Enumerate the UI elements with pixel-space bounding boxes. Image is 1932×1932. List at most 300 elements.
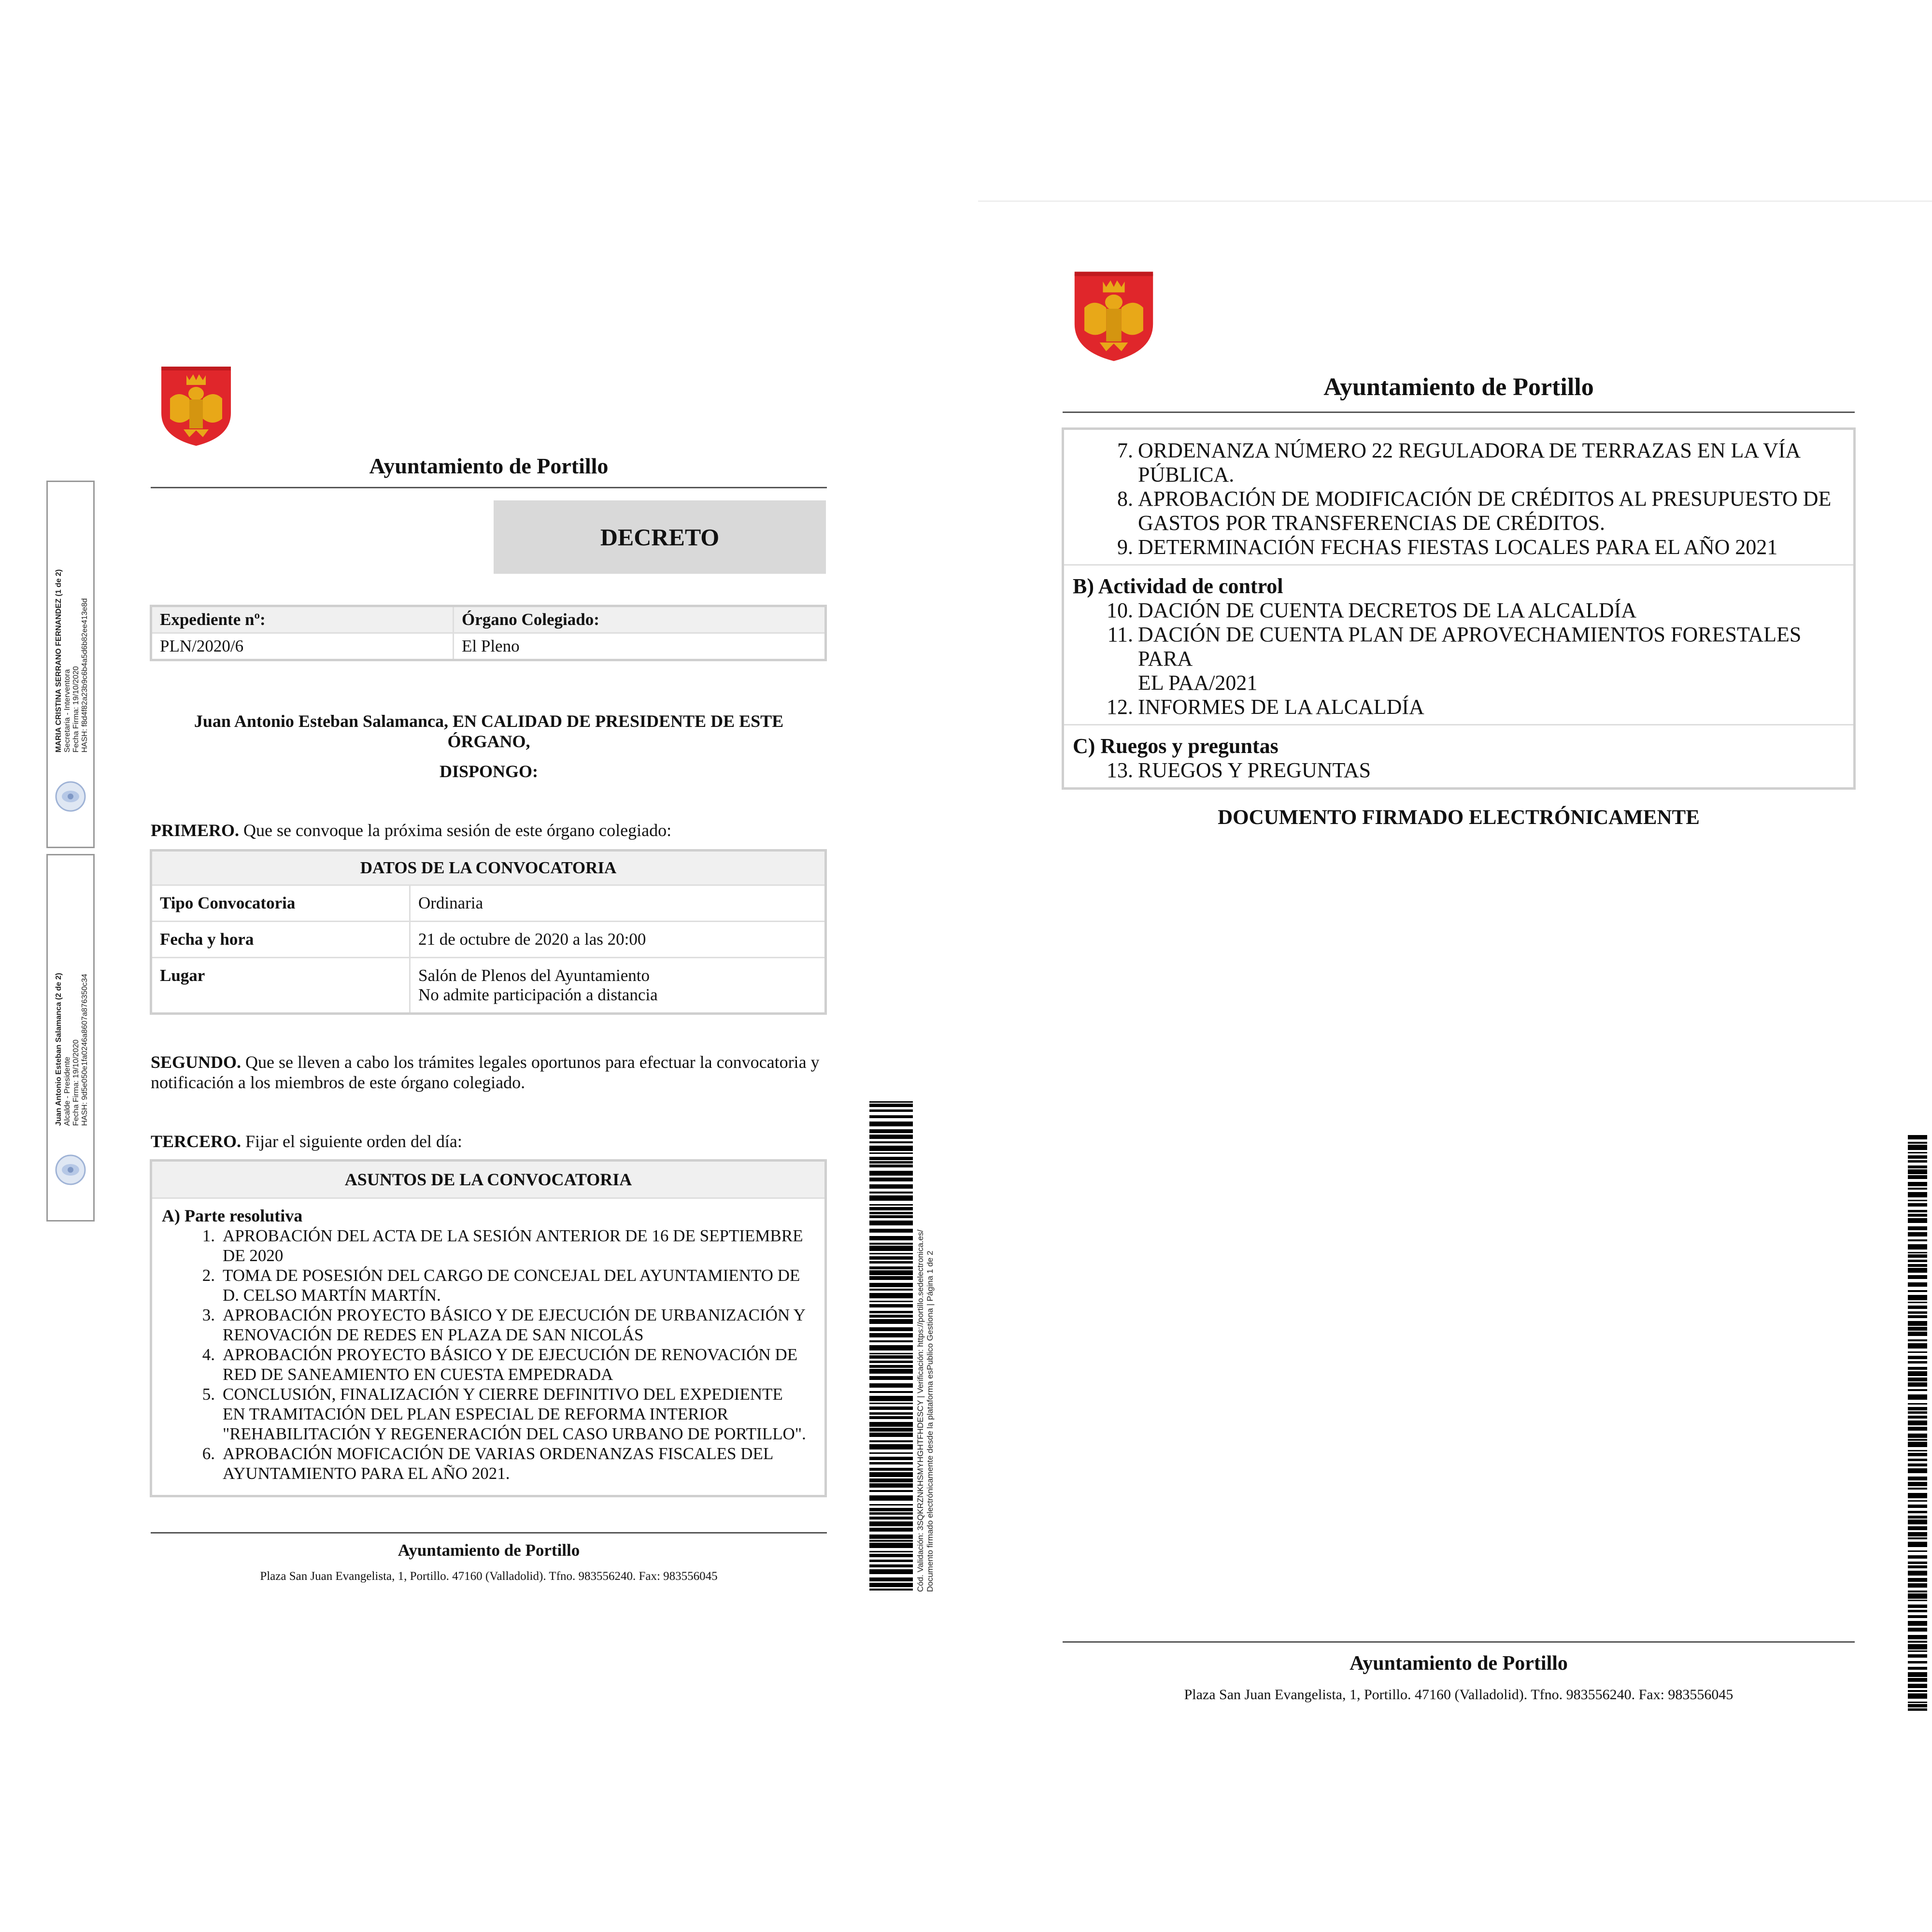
barcode-bar [1908, 1416, 1927, 1419]
barcode-bar [1908, 1218, 1927, 1223]
barcode-bar [1908, 1635, 1927, 1639]
barcode-bar [1908, 1690, 1927, 1692]
barcode-bar [869, 1195, 913, 1201]
barcode-bar [869, 1521, 913, 1526]
presidente-statement [151, 711, 827, 752]
barcode-bar [869, 1129, 913, 1133]
organization-title: Ayuntamiento de Portillo [1323, 373, 1594, 401]
tipo-value: Ordinaria [410, 885, 826, 922]
barcode-bar [1908, 1371, 1927, 1376]
barcode-bar [869, 1135, 913, 1139]
barcode-bar [1908, 1311, 1927, 1314]
barcode-bar [869, 1253, 913, 1254]
barcode-bar [1908, 1434, 1927, 1438]
agenda-item-line: APROBACIÓN DEL ACTA DE LA SESIÓN ANTERIOR DE 16 DE SEPTIEMBRE [223, 1226, 803, 1245]
agenda-item [1064, 758, 1853, 782]
barcode-bar [869, 1243, 913, 1245]
barcode-bar [1908, 1542, 1927, 1547]
barcode-bar [1908, 1571, 1927, 1576]
agenda-item-line: PÚBLICA. [1138, 463, 1235, 486]
signature-2-hash: HASH: 9d5e050e1fa0246a8607a876350c34 [81, 974, 89, 1126]
signature-2-text [55, 973, 89, 1126]
verification-barcode [869, 1101, 913, 1594]
barcode-bar [1908, 1332, 1927, 1336]
barcode-bar [869, 1171, 913, 1176]
barcode-bar [869, 1416, 913, 1419]
barcode-bar [869, 1315, 913, 1318]
barcode-bar [1908, 1165, 1927, 1168]
barcode-bar [1908, 1382, 1927, 1387]
primero-label: PRIMERO. [151, 821, 239, 840]
barcode-bar [1908, 1667, 1927, 1670]
barcode-bar [1908, 1403, 1927, 1405]
barcode-bar [1908, 1135, 1927, 1139]
barcode-bar [1908, 1477, 1927, 1480]
barcode-bar [1908, 1327, 1927, 1331]
organization-title: Ayuntamiento de Portillo [369, 454, 609, 478]
barcode-bar [1908, 1591, 1927, 1592]
barcode-bar [869, 1178, 913, 1181]
barcode-bar [869, 1236, 913, 1240]
barcode-bar [869, 1293, 913, 1298]
barcode-bar [1908, 1315, 1927, 1318]
header-rule [151, 487, 827, 488]
barcode-bar [1908, 1459, 1927, 1461]
agenda-item-line: EL PAA/2021 [1138, 671, 1258, 695]
barcode-bar [869, 1327, 913, 1331]
barcode-bar [1908, 1532, 1927, 1536]
coat-of-arms-logo [159, 365, 233, 448]
barcode-bar [1908, 1493, 1927, 1498]
barcode-bar [1908, 1321, 1927, 1326]
agenda-item-text [1138, 535, 1853, 559]
barcode-bar [1908, 1427, 1927, 1431]
agenda-item [1064, 535, 1853, 559]
agenda-item [1064, 695, 1853, 719]
barcode-bar [869, 1157, 913, 1160]
primero-paragraph [151, 820, 827, 840]
barcode-bar [1908, 1453, 1927, 1456]
barcode-bar [869, 1478, 913, 1482]
barcode-bar [869, 1122, 913, 1126]
footer-address: Plaza San Juan Evangelista, 1, Portillo. 47160 (Valladolid). Tfno. 983556240. Fax: 983556045 [1184, 1687, 1733, 1703]
barcode-bar [869, 1569, 913, 1574]
barcode-bar [869, 1345, 913, 1350]
agenda-item-number: 7. [1117, 439, 1133, 462]
barcode-bar [1908, 1593, 1927, 1599]
agenda-item-number: 13. [1107, 758, 1133, 782]
agenda-item-text [1138, 695, 1853, 719]
barcode-bar [869, 1440, 913, 1442]
signature-stamp-2 [46, 854, 95, 1222]
barcode-bar [869, 1221, 913, 1225]
barcode-bar [1908, 1142, 1927, 1144]
barcode-bar [869, 1215, 913, 1218]
agenda-item [152, 1226, 824, 1265]
barcode-bar [1908, 1306, 1927, 1309]
barcode-bar [1908, 1482, 1927, 1486]
agenda-item-text [223, 1226, 824, 1265]
signature-1-role: Secretaria - Interventora [63, 669, 71, 753]
expediente-value: PLN/2020/6 [151, 633, 454, 660]
agenda-item [152, 1384, 824, 1444]
agenda-item-text [223, 1345, 824, 1384]
verification-line-2: Documento firmado electrónicamente desde la plataforma esPublico Gestiona | Página 1 de 2 [925, 1250, 935, 1592]
primero-text: Que se convoque la próxima sesión de este órgano colegiado: [239, 821, 672, 840]
barcode-bar [869, 1468, 913, 1471]
barcode-bar [1908, 1628, 1927, 1632]
barcode-bar [1908, 1450, 1927, 1451]
agenda-item-line: "REHABILITACIÓN Y REGENERACIÓN DEL CASO URBANO DE PORTILLO". [223, 1424, 806, 1443]
items-a-list [1064, 439, 1853, 559]
barcode-bar [869, 1543, 913, 1548]
barcode-bar [1908, 1239, 1927, 1241]
agenda-item [1064, 487, 1853, 535]
barcode-bar [1908, 1468, 1927, 1473]
agenda-item-line: D. CELSO MARTÍN MARTÍN. [223, 1286, 441, 1305]
barcode-bar [1908, 1145, 1927, 1150]
barcode-bar [869, 1403, 913, 1404]
barcode-bar [869, 1495, 913, 1501]
barcode-bar [869, 1528, 913, 1532]
barcode-bar [869, 1433, 913, 1437]
lugar-label: Lugar [151, 958, 410, 1014]
barcode-bar [1908, 1555, 1927, 1559]
document-type-banner: DECRETO [494, 500, 826, 574]
organo-value: El Pleno [454, 633, 826, 660]
barcode-bar [1908, 1641, 1927, 1643]
coat-of-arms-logo [1070, 270, 1158, 363]
barcode-bar [1908, 1678, 1927, 1682]
agenda-item-line: ORDENANZA NÚMERO 22 REGULADORA DE TERRAZAS EN LA VÍA [1138, 439, 1801, 462]
barcode-bar [869, 1406, 913, 1410]
lugar-value-1: Salón de Plenos del Ayuntamiento [418, 966, 650, 985]
signature-1-hash: HASH: f8d4f82a23b9c6b4a5d6b82ee413e8d [81, 598, 89, 753]
agenda-item-number: 12. [1107, 695, 1133, 719]
barcode-bar [869, 1304, 913, 1307]
barcode-bar [869, 1376, 913, 1380]
signature-1-date: Fecha Firma: 19/10/2020 [72, 666, 80, 753]
barcode-bar [1908, 1488, 1927, 1490]
barcode-bar [1908, 1356, 1927, 1359]
segundo-label: SEGUNDO. [151, 1052, 242, 1072]
datos-convocatoria-table [150, 849, 827, 1015]
signature-1-text [55, 569, 89, 753]
barcode-bar [1908, 1708, 1927, 1711]
tercero-text: Fijar el siguiente orden del día: [241, 1132, 462, 1151]
barcode-bar [1908, 1511, 1927, 1513]
barcode-bar [1908, 1260, 1927, 1262]
barcode-bar [1908, 1442, 1927, 1447]
agenda-item [152, 1265, 824, 1305]
signature-2-name: Juan Antonio Esteban Salamanca (2 de 2) [55, 973, 63, 1126]
barcode-bar [1908, 1169, 1927, 1174]
barcode-bar [1908, 1188, 1927, 1190]
barcode-bar [869, 1383, 913, 1388]
agenda-item-text [1138, 623, 1853, 695]
agenda-item-line: APROBACIÓN PROYECTO BÁSICO Y DE EJECUCIÓN DE RENOVACIÓN DE [223, 1345, 798, 1364]
barcode-bar [869, 1369, 913, 1374]
barcode-bar [869, 1311, 913, 1313]
barcode-bar [1908, 1565, 1927, 1568]
agenda-item-line: APROBACIÓN PROYECTO BÁSICO Y DE EJECUCIÓN DE URBANIZACIÓN Y [223, 1306, 806, 1324]
section-b-heading: B) Actividad de control [1073, 574, 1283, 598]
barcode-bar [869, 1207, 913, 1210]
barcode-bar [1908, 1644, 1927, 1649]
agenda-item-line: APROBACIÓN DE MODIFICACIÓN DE CRÉDITOS AL PRESUPUESTO DE [1138, 487, 1832, 511]
section-a-continued [1064, 430, 1853, 566]
barcode-bar [1908, 1672, 1927, 1677]
barcode-bar [1908, 1282, 1927, 1287]
barcode-bar [1908, 1226, 1927, 1230]
barcode-bar [869, 1152, 913, 1154]
barcode-bar [1908, 1621, 1927, 1626]
barcode-bar [1908, 1562, 1927, 1564]
segundo-paragraph [151, 1052, 827, 1093]
barcode-bar [869, 1319, 913, 1324]
barcode-bar [869, 1560, 913, 1562]
barcode-bar [869, 1261, 913, 1264]
items-c-list [1064, 758, 1853, 782]
barcode-bar [1908, 1526, 1927, 1530]
barcode-bar [1908, 1302, 1927, 1303]
barcode-bar [869, 1353, 913, 1354]
barcode-bar [869, 1340, 913, 1342]
barcode-bar [869, 1391, 913, 1393]
barcode-bar [869, 1283, 913, 1287]
barcode-bar [869, 1508, 913, 1511]
expediente-table [150, 605, 827, 661]
agenda-item-number: 5. [202, 1385, 215, 1404]
barcode-bar [869, 1512, 913, 1515]
organo-label: Órgano Colegiado: [454, 606, 826, 633]
barcode-bar [869, 1452, 913, 1454]
barcode-bar [869, 1192, 913, 1193]
barcode-bar [869, 1490, 913, 1492]
agenda-item [1064, 598, 1853, 623]
agenda-item-line: TOMA DE POSESIÓN DEL CARGO DE CONCEJAL DEL AYUNTAMIENTO DE [223, 1266, 800, 1285]
agenda-item-text [223, 1384, 824, 1444]
agenda-item-number: 6. [202, 1444, 215, 1463]
agenda-item-number: 2. [202, 1266, 215, 1285]
barcode-bar [869, 1504, 913, 1506]
barcode-bar [869, 1141, 913, 1143]
barcode-bar [1908, 1421, 1927, 1425]
agenda-item-number: 3. [202, 1306, 215, 1324]
header-rule [1063, 412, 1855, 413]
barcode-bar [869, 1256, 913, 1260]
presidente-line-2: ÓRGANO, [447, 732, 530, 751]
barcode-bar [869, 1483, 913, 1488]
presidente-line-1: Juan Antonio Esteban Salamanca, EN CALIDAD DE PRESIDENTE DE ESTE [194, 711, 784, 731]
barcode-bar [1908, 1155, 1927, 1159]
agenda-item [1064, 623, 1853, 695]
agenda-item-text [1138, 487, 1853, 535]
dispongo-heading: DISPONGO: [439, 762, 538, 781]
agenda-item-number: 1. [202, 1226, 215, 1245]
barcode-bar [869, 1444, 913, 1449]
barcode-bar [869, 1276, 913, 1280]
items-b-list [1064, 598, 1853, 719]
agenda-item-line: RED DE SANEAMIENTO EN CUESTA EMPEDRADA [223, 1365, 613, 1384]
barcode-bar [1908, 1516, 1927, 1519]
barcode-bar [1908, 1520, 1927, 1524]
agenda-item-number: 10. [1107, 598, 1133, 622]
agenda-item-text [1138, 439, 1853, 487]
signature-2-role: Alcalde - Presidente [63, 1056, 71, 1126]
asuntos-box [150, 1159, 827, 1497]
barcode-bar [869, 1109, 913, 1112]
barcode-bar [1908, 1378, 1927, 1381]
barcode-bar [869, 1412, 913, 1415]
barcode-bar [869, 1212, 913, 1214]
barcode-bar [869, 1289, 913, 1291]
barcode-bar [869, 1184, 913, 1189]
lugar-value-2: No admite participación a distancia [418, 985, 658, 1004]
agenda-item-number: 11. [1107, 623, 1133, 646]
lugar-value [410, 958, 826, 1014]
barcode-bar [1908, 1182, 1927, 1186]
agenda-item-line: GASTOS POR TRANSFERENCIAS DE CRÉDITOS. [1138, 511, 1605, 535]
barcode-bar [1908, 1610, 1927, 1612]
barcode-bar [869, 1540, 913, 1542]
barcode-bar [1908, 1704, 1927, 1707]
footer-title: Ayuntamiento de Portillo [1350, 1652, 1568, 1675]
seal-icon [55, 1154, 86, 1186]
barcode-bar [869, 1161, 913, 1164]
barcode-bar [869, 1517, 913, 1520]
agenda-item-line: CONCLUSIÓN, FINALIZACIÓN Y CIERRE DEFINITIVO DEL EXPEDIENTE [223, 1385, 783, 1404]
barcode-bar [1908, 1268, 1927, 1273]
orden-dia-continuation-box [1062, 427, 1856, 790]
barcode-bar [869, 1266, 913, 1269]
barcode-bar [869, 1462, 913, 1464]
agenda-item-text [1138, 758, 1853, 782]
barcode-bar [1908, 1252, 1927, 1253]
agenda-item-text [223, 1265, 824, 1305]
barcode-bar [1908, 1295, 1927, 1300]
tipo-label: Tipo Convocatoria [151, 885, 410, 922]
verification-text [916, 1230, 935, 1592]
agenda-item-line: EN TRAMITACIÓN DEL PLAN ESPECIAL DE REFORMA INTERIOR [223, 1405, 728, 1423]
footer-rule [1063, 1641, 1855, 1643]
barcode-bar [869, 1396, 913, 1401]
barcode-bar [1908, 1210, 1927, 1212]
barcode-bar [869, 1422, 913, 1427]
barcode-bar [869, 1115, 913, 1118]
section-c-heading: C) Ruegos y preguntas [1073, 734, 1279, 758]
barcode-bar [1908, 1615, 1927, 1618]
barcode-bar [1908, 1661, 1927, 1663]
asuntos-header: ASUNTOS DE LA CONVOCATORIA [152, 1162, 824, 1199]
barcode-bar [869, 1428, 913, 1432]
barcode-bar [1908, 1550, 1927, 1552]
barcode-bar [869, 1165, 913, 1167]
agenda-item-line: DETERMINACIÓN FECHAS FIESTAS LOCALES PARA EL AÑO 2021 [1138, 535, 1778, 559]
asuntos-list [152, 1226, 824, 1483]
agenda-item-line: INFORMES DE LA ALCALDÍA [1138, 695, 1424, 719]
footer-rule [151, 1532, 827, 1534]
barcode-bar [869, 1270, 913, 1275]
section-c [1064, 725, 1853, 787]
barcode-bar [1908, 1351, 1927, 1353]
expediente-label: Expediente nº: [151, 606, 454, 633]
barcode-bar [1908, 1654, 1927, 1658]
barcode-bar [869, 1551, 913, 1552]
fecha-label: Fecha y hora [151, 922, 410, 958]
signature-2-date: Fecha Firma: 19/10/2020 [72, 1039, 80, 1126]
agenda-item-text [223, 1305, 824, 1345]
barcode-bar [1908, 1605, 1927, 1608]
signature-stamp-1 [46, 481, 95, 848]
barcode-bar [869, 1104, 913, 1107]
agenda-item-line: DACIÓN DE CUENTA DECRETOS DE LA ALCALDÍA [1138, 598, 1637, 622]
agenda-item-line: RUEGOS Y PREGUNTAS [1138, 758, 1371, 782]
barcode-bar [1908, 1407, 1927, 1410]
barcode-bar [869, 1457, 913, 1460]
agenda-item [1064, 439, 1853, 487]
barcode-bar [1908, 1394, 1927, 1400]
barcode-bar [1908, 1684, 1927, 1688]
agenda-item-number: 9. [1117, 535, 1133, 559]
barcode-bar [1908, 1232, 1927, 1236]
barcode-bar [1908, 1244, 1927, 1250]
barcode-bar [1908, 1343, 1927, 1349]
barcode-bar [1908, 1192, 1927, 1197]
tercero-label: TERCERO. [151, 1132, 242, 1151]
barcode-bar [1908, 1175, 1927, 1179]
barcode-bar [1908, 1500, 1927, 1502]
barcode-bar [869, 1229, 913, 1233]
barcode-bar [1908, 1583, 1927, 1588]
barcode-bar [1908, 1367, 1927, 1370]
barcode-bar [869, 1204, 913, 1206]
barcode-bar [869, 1564, 913, 1567]
agenda-item-line: APROBACIÓN MOFICACIÓN DE VARIAS ORDENANZAS FISCALES DEL [223, 1444, 774, 1463]
agenda-item [152, 1305, 824, 1345]
barcode-bar [1908, 1702, 1927, 1703]
barcode-bar [1908, 1505, 1927, 1508]
datos-header: DATOS DE LA CONVOCATORIA [151, 851, 826, 885]
agenda-item-number: 4. [202, 1345, 215, 1364]
barcode-bar [1908, 1254, 1927, 1258]
agenda-item-line: RENOVACIÓN DE REDES EN PLAZA DE SAN NICOLÁS [223, 1325, 644, 1344]
agenda-item-line: DE 2020 [223, 1246, 284, 1265]
section-a-heading: A) Parte resolutiva [162, 1206, 303, 1225]
agenda-item-line: DACIÓN DE CUENTA PLAN DE APROVECHAMIENTOS FORESTALES PARA [1138, 623, 1802, 670]
barcode-bar [1908, 1214, 1927, 1217]
barcode-bar [1908, 1439, 1927, 1441]
barcode-bar [869, 1577, 913, 1581]
barcode-bar [1908, 1650, 1927, 1652]
agenda-item [152, 1444, 824, 1483]
barcode-bar [1908, 1693, 1927, 1699]
barcode-bar [1908, 1600, 1927, 1601]
barcode-bar [869, 1333, 913, 1337]
barcode-bar [1908, 1361, 1927, 1364]
barcode-bar [869, 1365, 913, 1368]
agenda-item-text [1138, 598, 1853, 623]
barcode-bar [869, 1589, 913, 1591]
tercero-paragraph [151, 1131, 827, 1151]
barcode-bar [1908, 1275, 1927, 1279]
barcode-bar [1908, 1578, 1927, 1582]
verification-barcode [1908, 1135, 1927, 1715]
signature-1-name: MARIA CRISTINA SERRANO FERNANDEZ (1 de 2) [55, 569, 63, 753]
fecha-value: 21 de octubre de 2020 a las 20:00 [410, 922, 826, 958]
footer-title: Ayuntamiento de Portillo [398, 1541, 580, 1560]
barcode-bar [869, 1301, 913, 1302]
